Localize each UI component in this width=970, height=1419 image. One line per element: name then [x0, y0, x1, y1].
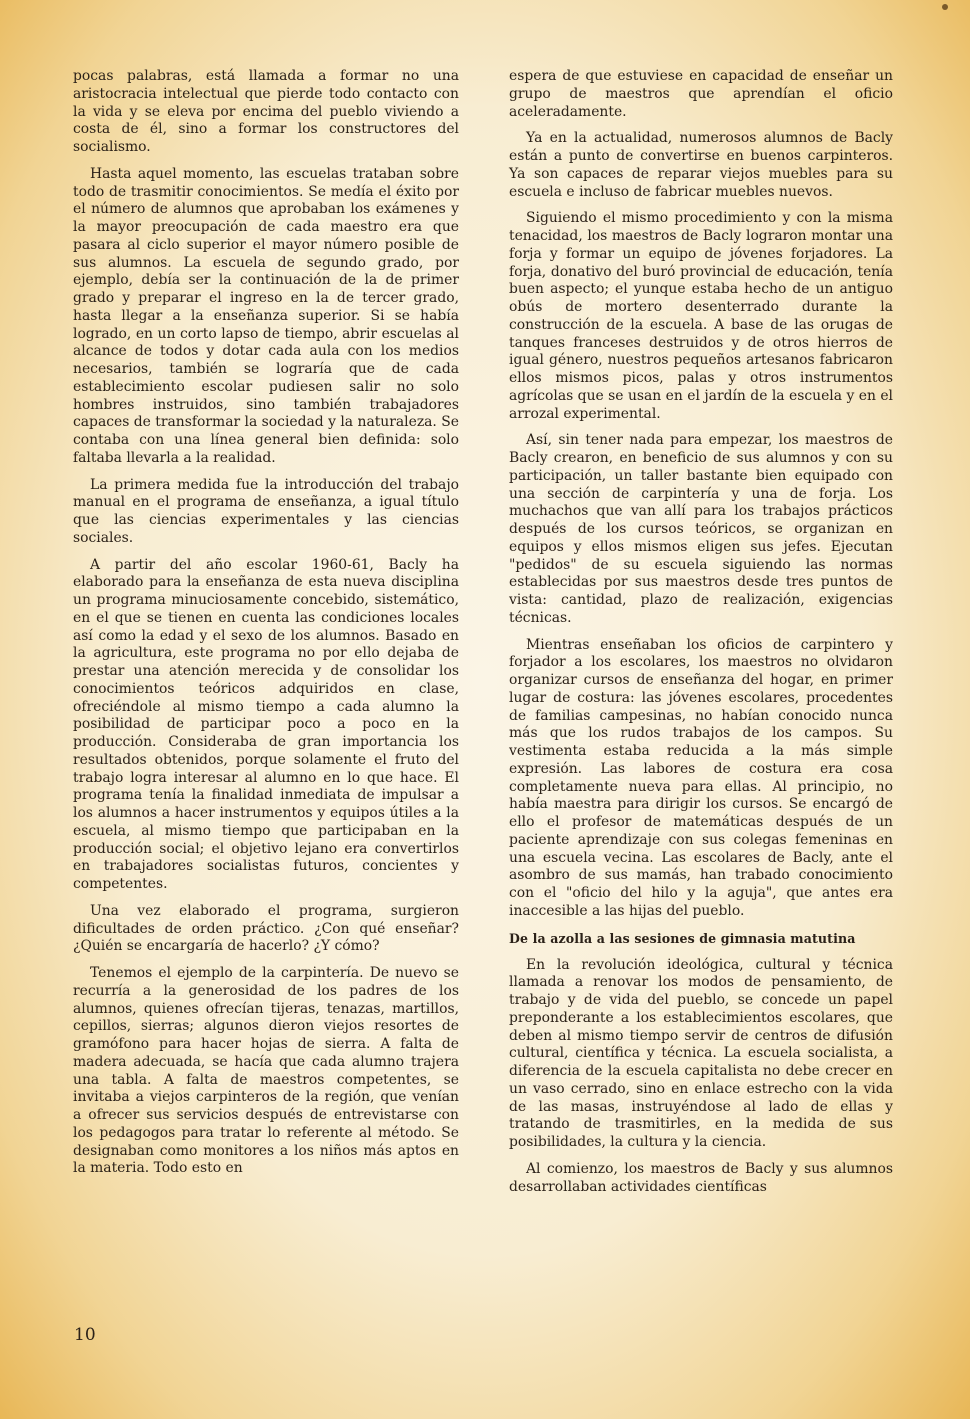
left-column — [73, 68, 459, 1187]
paragraph: espera de que estuviese en capacidad de enseñar un grupo de maestros que aprendían el oficio aceleradamente. — [509, 68, 893, 120]
paragraph: Una vez elaborado el programa, surgieron dificultades de orden práctico. ¿Con qué enseñar? ¿Quién se encargaría de hacerlo? ¿Y cómo? — [73, 902, 459, 955]
paragraph: A partir del año escolar 1960-61, Bacly ha elaborado para la enseñanza de esta nueva disciplina un programa minuciosamente concebido, sistemático, en el que se tienen en cuenta las condiciones locales así como la edad y el sexo de los alumnos. Basado en la agricultura, este programa no por ello dejaba de prestar una atención merecida y de consolidar los conocimientos teóricos adquiridos en clase, ofreciéndole al mismo tiempo a cada alumno la posibilidad de participar poco a poco en la producción. Consideraba de gran importancia los resultados obtenidos, porque solamente el fruto del trabajo logra interesar al alumno en lo que hace. El programa tenía la finalidad inmediata de impulsar a los alumnos a hacer instrumentos y equipos útiles a la escuela, al mismo tiempo que participaban en la producción social; el objetivo lejano era convertirlos en trabajadores socialistas futuros, concientes y competentes. — [73, 556, 459, 892]
corner-mark — [942, 4, 948, 10]
page-number: 10 — [74, 1325, 96, 1345]
paragraph: Siguiendo el mismo procedimiento y con la misma tenacidad, los maestros de Bacly lograron montar una forja y formar un equipo de jóvenes forjadores. La forja, donativo del buró provincial de educación, tenía buen aspecto; el yunque estaba hecho de un antiguo obús de mortero desenterrado durante la construcción de la escuela. A base de las orugas de tanques franceses destruidos y de otros hierros de igual género, nuestros pequeños artesanos fabricaron ellos mismos picos, palas y otros instrumentos agrícolas que se usan en el jardín de la escuela y en el arrozal experimental. — [509, 210, 893, 422]
paragraph: Al comienzo, los maestros de Bacly y sus alumnos desarrollaban actividades científicas — [509, 1160, 893, 1195]
paragraph: En la revolución ideológica, cultural y técnica llamada a renovar los modos de pensamiento, de trabajo y de vida del pueblo, se concede un papel preponderante a los establecimientos escolares, que deben al mismo tiempo servir de centros de difusión cultural, científica y técnica. La escuela socialista, a diferencia de la escuela capitalista no debe crecer en un vaso cerrado, sino en enlace estrecho con la vida de las masas, instruyéndose al lado de ellas y tratando de trasmitirles, en la medida de sus posibilidades, la cultura y la ciencia. — [509, 956, 893, 1150]
paragraph: Tenemos el ejemplo de la carpintería. De nuevo se recurría a la generosidad de los padres de los alumnos, quienes ofrecían tijeras, tenazas, martillos, cepillos, sierras; algunos dieron viejos resortes de gramófono para hacer hojas de sierra. A falta de madera adecuada, se hacía que cada alumno trajera una tabla. A falta de maestros competentes, se invitaba a viejos carpinteros de la región, que venían a ofrecer sus servicios después de entrevistarse con los pedagogos para tratar lo referente al método. Se designaban como monitores a los niños más aptos en la materia. Todo esto en — [73, 965, 459, 1177]
right-column — [509, 68, 893, 1205]
paragraph: pocas palabras, está llamada a formar no una aristocracia intelectual que pierde todo contacto con la vida y se eleva por encima del pueblo viviendo a costa de él, sino a formar los constructores del socialismo. — [73, 68, 459, 155]
paragraph: Hasta aquel momento, las escuelas trataban sobre todo de trasmitir conocimientos. Se medía el éxito por el número de alumnos que aprobaban los exámenes y la mayor preocupación de cada maestro era que pasara al ciclo superior el mayor número posible de sus alumnos. La escuela de segundo grado, por ejemplo, debía ser la continuación de la de primer grado y preparar el ingreso en la de tercer grado, hasta llegar a la enseñanza superior. Si se había logrado, en un corto lapso de tiempo, abrir escuelas al alcance de todos y dotar cada aula con los medios necesarios, también se lograría que de cada establecimiento escolar pudiesen salir no solo hombres instruidos, sino también trabajadores capaces de transformar la sociedad y la naturaleza. Se contaba con una línea general bien definida: solo faltaba llevarla a la realidad. — [73, 165, 460, 466]
paragraph: Así, sin tener nada para empezar, los maestros de Bacly crearon, en beneficio de sus alumnos y con su participación, un taller bastante bien equipado con una sección de carpintería y una de forja. Los muchachos que van allí para los trabajos prácticos después de los cursos teóricos, se organizan en equipos y ellos mismos eligen sus jefes. Ejecutan "pedidos" de su escuela siguiendo las normas establecidas por sus maestros desde tres puntos de vista: cantidad, plazo de realización, exigencias técnicas. — [509, 432, 893, 626]
paragraph: Mientras enseñaban los oficios de carpintero y forjador a los escolares, los maestros no olvidaron organizar cursos de enseñanza del hogar, en primer lugar de costura: las jóvenes escolares, procedentes de familias campesinas, no habían conocido nunca más que los rudos trabajos de los campos. Su vestimenta estaba reducida a la más simple expresión. Las labores de costura era cosa completamente nueva para ellas. Al principio, no había maestra para dirigir los cursos. Se encargó de ello el profesor de matemáticas después de un paciente aprendizaje con sus colegas femeninas en una escuela vecina. Las escolares de Bacly, ante el asombro de sus mamás, han trabado conocimiento con el "oficio del hilo y la aguja", que antes era inaccesible a las hijas del pueblo. — [509, 636, 893, 919]
section-heading: De la azolla a las sesiones de gimnasia matutina — [509, 930, 856, 946]
paragraph: La primera medida fue la introducción del trabajo manual en el programa de enseñanza, a igual título que las ciencias experimentales y las ciencias sociales. — [73, 476, 459, 546]
paragraph: Ya en la actualidad, numerosos alumnos de Bacly están a punto de convertirse en buenos carpinteros. Ya son capaces de reparar viejos muebles para su escuela e incluso de fabricar muebles nuevos. — [509, 130, 893, 200]
